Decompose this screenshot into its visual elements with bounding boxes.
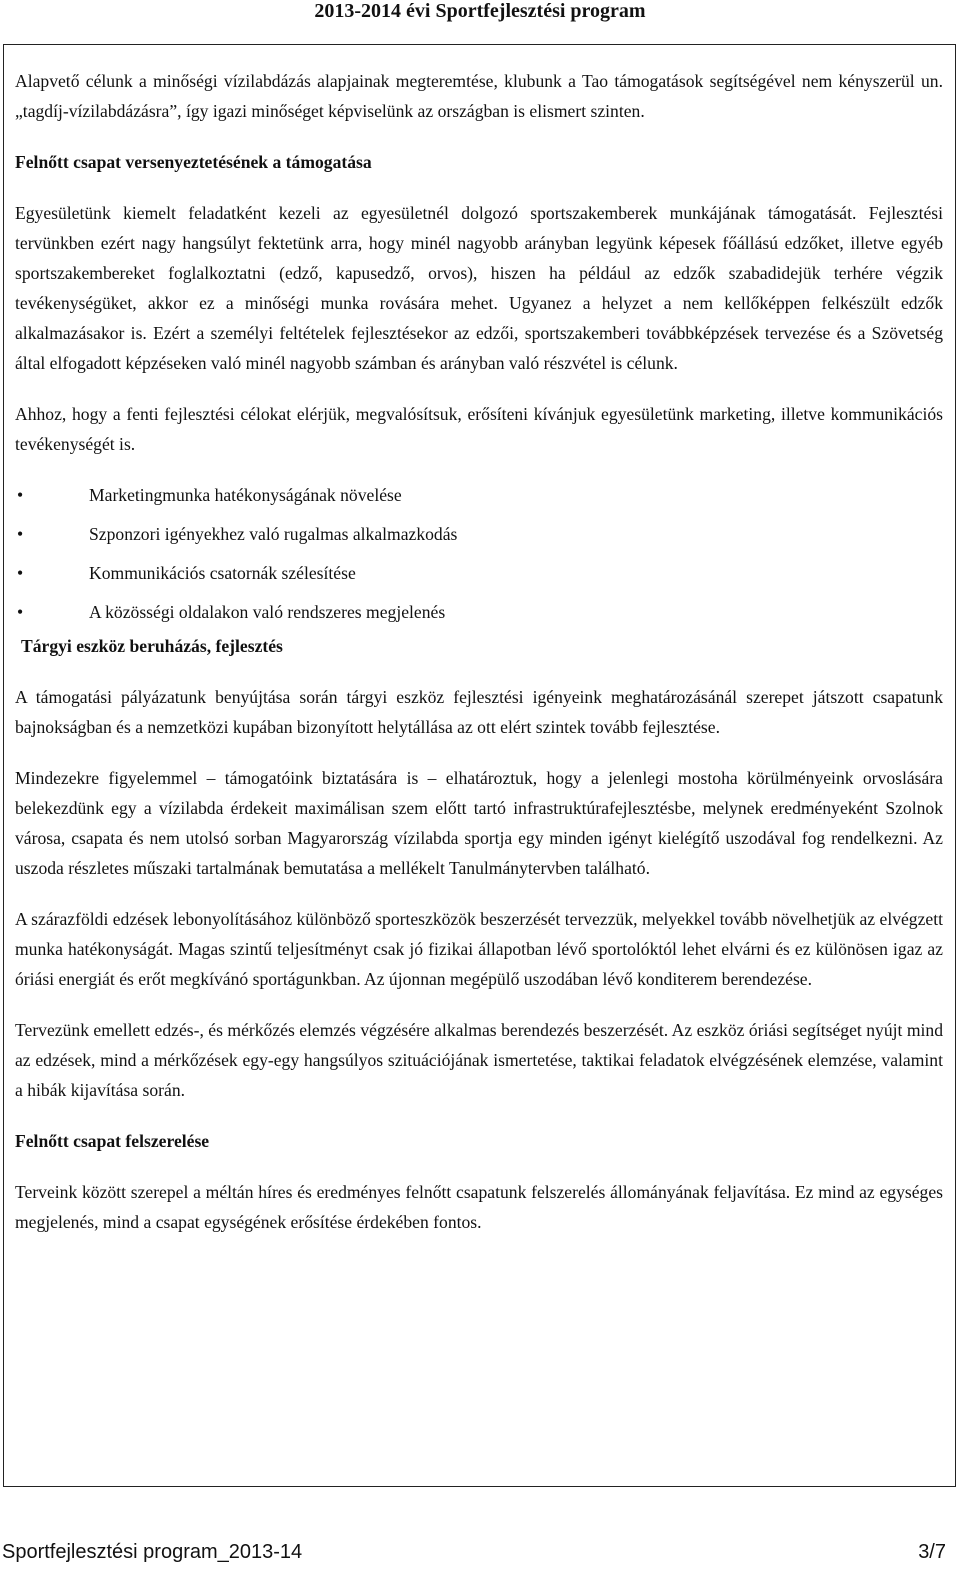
bullet-icon: • (17, 524, 24, 544)
heading-adult-team-competition: Felnőtt csapat versenyeztetésének a támogatása (15, 152, 372, 172)
bullet-icon: • (17, 563, 24, 583)
bullet-icon: • (17, 485, 24, 505)
paragraph-infrastructure: Mindezekre figyelemmel ‒ támogatóink biztatására is ‒ elhatároztuk, hogy a jelenlegi mostoha körülményeink orvoslására belekezdünk egy a vízilabda érdekeit maximálisan szem előtt tartó infrastruktúrafejlesztésbe, melynek eredményeként Szolnok városa, csapata és nem utolsó sorban Magyarország vízilabda sportja egy minden igényt kielégítő uszodával fog rendelkezni. Az uszoda részletes műszaki tartalmának bemutatása a mellékelt Tanulmánytervben található. (15, 768, 943, 878)
marketing-goals-list (15, 480, 943, 627)
paragraph-match-analysis: Tervezünk emellett edzés-, és mérkőzés elemzés végzésére alkalmas berendezés beszerzését. Az eszköz óriási segítséget nyújt mind az edzések, mind a mérkőzések egy-egy hangsúlyos szituációjának ismertetése, taktikai feladatok elvégzésének elemzése, valamint a hibák kijavítása során. (15, 1020, 943, 1100)
paragraph-asset-needs: A támogatási pályázatunk benyújtása során tárgyi eszköz fejlesztési igényeink meghatározásánál szerepet játszott csapatunk bajnokságban és a nemzetközi kupában bizonyított helytállása az ott elért szintek tovább fejlesztése. (15, 687, 943, 737)
footer-page-number: 3/7 (918, 1541, 946, 1563)
paragraph-dryland-training: A szárazföldi edzések lebonyolításához különböző sporteszközök beszerzését tervezzük, melyekkel tovább növelhetjük az elvégzett munka hatékonyságát. Magas szintű teljesítményt csak jó fizikai állapotban lévő sportolóktól lehet elvárni és ez különösen igaz az óriási energiát és erőt megkívánó sportágunkban. Az újonnan megépülő uszodában lévő konditerem berendezése. (15, 909, 943, 989)
document-body (15, 66, 943, 1237)
paragraph-staff-support: Egyesületünk kiemelt feladatként kezeli az egyesületnél dolgozó sportszakemberek munkájának támogatását. Fejlesztési tervünkben ezért nagy hangsúlyt fektetünk arra, hogy minél nagyobb arányban legyünk képesek főállású edzőket, illetve egyéb sportszakembereket foglalkoztatni (edző, kapusedző, orvos), hiszen ha például az edzők szabadidejük terhére végzik tevékenységüket, akkor ez a minőségi munka rovására mehet. Ugyanez a helyzet a nem kellőképpen felkészült edzők alkalmazásakor is. Ezért a személyi feltételek fejlesztésekor az edzői, sportszakemberi továbbképzések tervezése és a Szövetség által elfogadott képzéseken való minél nagyobb számban és arányban való részvétel is célunk. (15, 203, 943, 373)
paragraph-equipment: Terveink között szerepel a méltán híres és eredményes felnőtt csapatunk felszerelés állományának feljavítása. Ez mind az egységes megjelenés, mind a csapat egységének erősítése érdekében fontos. (15, 1182, 943, 1232)
list-item: • Kommunikációs csatornák szélesítése (15, 558, 943, 588)
page-header-title: 2013-2014 évi Sportfejlesztési program (314, 0, 646, 22)
heading-asset-investment: Tárgyi eszköz beruházás, fejlesztés (21, 636, 283, 656)
paragraph-intro: Alapvető célunk a minőségi vízilabdázás alapjainak megteremtése, klubunk a Tao támogatások segítségével nem kényszerül un. „tagdíj-vízilabdázásra”, így igazi minőséget képviselünk az országban is elismert szinten. (15, 71, 943, 121)
list-item: • Szponzori igényekhez való rugalmas alkalmazkodás (15, 519, 943, 549)
footer-document-name: Sportfejlesztési program_2013-14 (2, 1541, 303, 1563)
list-item: • A közösségi oldalakon való rendszeres megjelenés (15, 597, 943, 627)
list-item: • Marketingmunka hatékonyságának növelése (15, 480, 943, 510)
heading-team-equipment: Felnőtt csapat felszerelése (15, 1131, 210, 1151)
paragraph-marketing: Ahhoz, hogy a fenti fejlesztési célokat elérjük, megvalósítsuk, erősíteni kívánjuk egyesületünk marketing, illetve kommunikációs tevékenységét is. (15, 404, 943, 454)
bullet-icon: • (17, 602, 24, 622)
